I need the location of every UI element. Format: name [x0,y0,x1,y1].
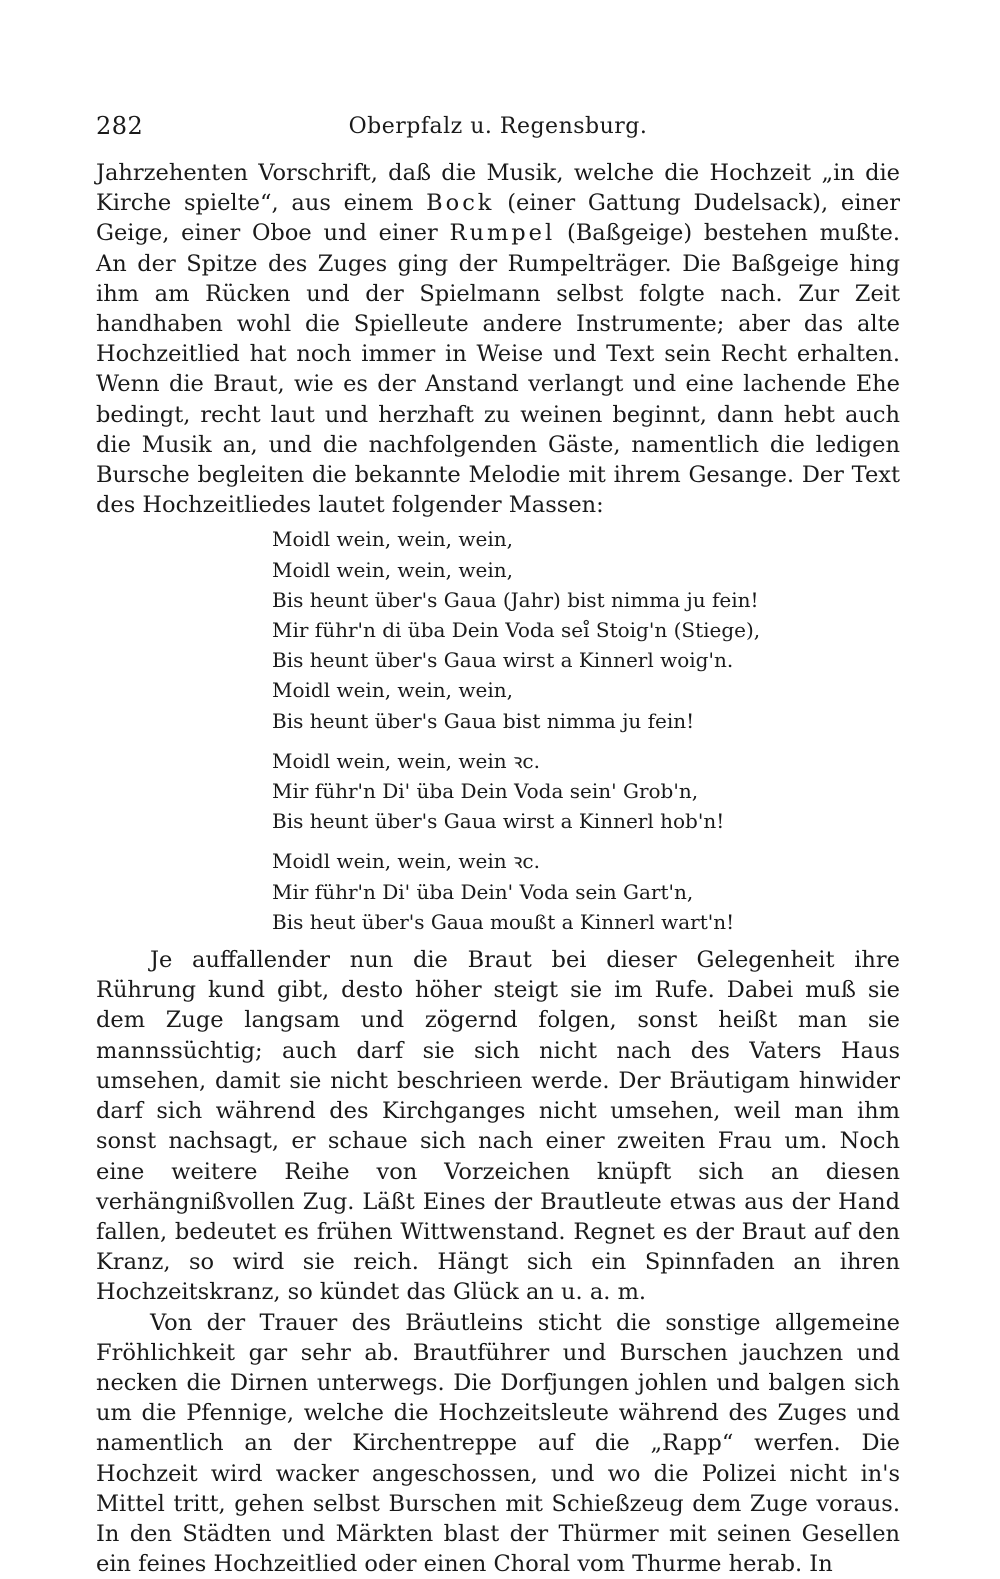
verse-line: Bis heunt über's Gaua wirst a Kinnerl hob'n! [272,809,725,834]
paragraph-1-part-c: (Baßgeige) bestehen mußte. An der Spitze des Zuges ging der Rumpelträger. Die Baßgeige hing ihm am Rücken und der Spielmann selbst folgte nach. Zur Zeit handhaben wohl die Spielleute andere Instrumente; aber das alte Hochzeitlied hat noch immer in Weise und Text sein Recht erhalten. Wenn die Braut, wie es der Anstand verlangt und eine lachende Ehe bedingt, recht laut und herzhaft zu weinen beginnt, dann hebt auch die Musik an, und die nachfolgenden Gäste, namentlich die ledigen Bursche begleiten die bekannte Melodie mit ihrem Gesange. Der Text des Hochzeitliedes lautet folgender Massen: [96,220,900,519]
stanza-2 [272,746,900,837]
book-page [96,112,900,1579]
verse-line: Mir führ'n Di' üba Dein' Voda sein Gart'n, [272,879,694,904]
term-bock: Bock [426,190,495,217]
page-number: 282 [96,112,144,140]
stanza-3 [272,846,900,937]
paragraph-1 [96,158,900,520]
verse-line: Mir führ'n di üba Dein Voda sei̊ Stoig'n (Stiege), [272,618,761,643]
paragraph-3: Von der Trauer des Bräutleins sticht die sonstige allgemeine Fröhlichkeit gar sehr ab. Brautführer und Burschen jauchzen und necken die Dirnen unterwegs. Die Dorfjungen johlen und balgen sich um die Pfennige, welche die Hochzeitsleute während des Zuges und namentlich an der Kirchentreppe auf die „Rapp“ werfen. Die Hochzeit wird wacker angeschossen, und wo die Polizei nicht in's Mittel tritt, gehen selbst Burschen mit Schießzeug dem Zuge voraus. In den Städten und Märkten blast der Thürmer mit seinen Gesellen ein feines Hochzeitlied oder einen Choral vom Thurme herab. In [96,1309,900,1578]
verse-line: Bis heunt über's Gaua (Jahr) bist nimma ju fein! [272,587,759,612]
paragraph-1-part-b: (einer Gattung Dudelsack), einer Geige, einer Oboe und einer [96,190,900,247]
verse-line: Moidl wein, wein, wein ꝛc. [272,748,540,773]
stanza-1 [272,524,900,735]
verse-line: Bis heunt über's Gaua wirst a Kinnerl woig'n. [272,648,734,673]
term-rumpel: Rumpel [449,220,556,247]
wedding-song-verse [272,524,900,937]
verse-line: Moidl wein, wein, wein, [272,678,513,703]
paragraph-1-part-a: Jahrzehenten Vorschrift, daß die Musik, welche die Hochzeit „in die Kirche spielte“, aus einem [96,160,900,217]
running-head: Oberpfalz u. Regensburg. [348,114,648,139]
paragraph-2: Je auffallender nun die Braut bei dieser Gelegenheit ihre Rührung kund gibt, desto höher steigt sie im Rufe. Dabei muß sie dem Zuge langsam und zögernd folgen, sonst heißt man sie mannssüchtig; auch darf sie sich nicht nach des Vaters Haus umsehen, damit sie nicht beschrieen werde. Der Bräutigam hinwider darf sich während des Kirchganges nicht umsehen, weil man ihm sonst nachsagt, er schaue sich nach einer zweiten Frau um. Noch eine weitere Reihe von Vorzeichen knüpft sich an diesen verhängnißvollen Zug. Läßt Eines der Brautleute etwas aus der Hand fallen, bedeutet es frühen Wittwenstand. Regnet es der Braut auf den Kranz, so wird sie reich. Hängt sich ein Spinnfaden an ihren Hochzeitskranz, so kündet das Glück an u. a. m. [96,947,900,1306]
verse-line: Moidl wein, wein, wein, [272,557,513,582]
page-header [96,112,900,158]
verse-line: Mir führ'n Di' üba Dein Voda sein' Grob'n, [272,779,699,804]
verse-line: Moidl wein, wein, wein, [272,527,513,552]
verse-line: Bis heut über's Gaua moußt a Kinnerl wart'n! [272,909,735,934]
verse-line: Bis heunt über's Gaua bist nimma ju fein! [272,708,695,733]
verse-line: Moidl wein, wein, wein ꝛc. [272,849,540,874]
body-text [96,158,900,1579]
